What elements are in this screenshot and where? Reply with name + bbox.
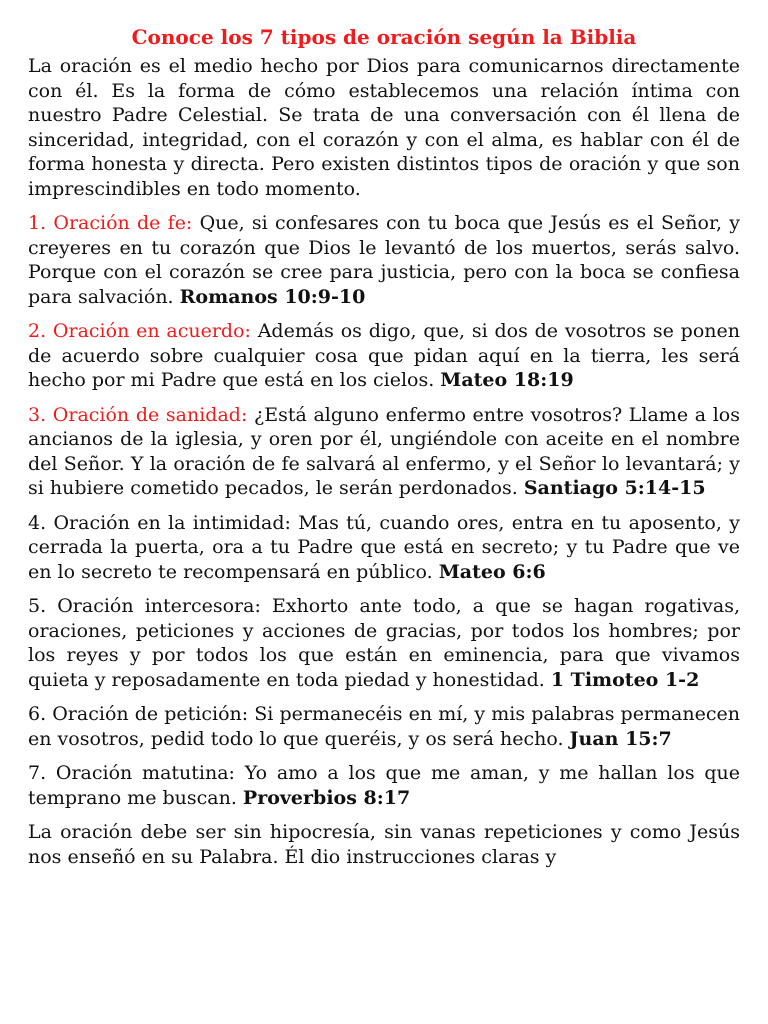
prayer-item-1 [28, 211, 740, 309]
prayer-label-3: 3. Oración de sanidad: [28, 403, 248, 426]
intro-paragraph: La oración es el medio hecho por Dios para comunicarnos directamente con él. Es la forma de cómo establecemos una relación íntima con nuestro Padre Celestial. Se trata de una conversación con él llena de sinceridad, integridad, con el corazón y con el alma, es hablar con él de forma honesta y directa. Pero existen distintos tipos de oración y que son imprescindibles en todo momento. [28, 55, 740, 200]
prayer-text-4: Mas tú, cuando ores, entra en tu aposento, y cerrada la puerta, ora a tu Padre que está en secreto; y tu Padre que ve en lo secreto te recompensará en público. [28, 511, 740, 583]
prayer-reference-6: Juan 15:7 [569, 727, 672, 750]
prayer-text-5: Exhorto ante todo, a que se hagan rogativas, oraciones, peticiones y acciones de gracias, por todos los hombres; por los reyes y por todos los que están en eminencia, para que vivamos quieta y reposadamente en toda piedad y honestidad. [28, 595, 740, 691]
prayer-item-2 [28, 319, 740, 393]
prayer-text-2: Además os digo, que, si dos de vosotros se ponen de acuerdo sobre cualquier cosa que pidan aquí en la tierra, les será hecho por mi Padre que está en los cielos. [28, 320, 740, 391]
prayer-item-7 [28, 761, 740, 810]
prayer-reference-4: Mateo 6:6 [438, 560, 546, 583]
prayer-item-5 [28, 594, 740, 692]
prayer-label-4: 4. Oración en la intimidad: [28, 511, 291, 534]
prayer-label-2: 2. Oración en acuerdo: [28, 320, 251, 342]
prayer-reference-2: Mateo 18:19 [440, 369, 574, 391]
prayer-item-4 [28, 511, 740, 585]
prayer-reference-5: 1 Timoteo 1-2 [550, 668, 700, 691]
prayer-text-6: Si permanecéis en mí, y mis palabras permanecen en vosotros, pedid todo lo que queréis, y os será hecho. [28, 703, 740, 750]
prayer-item-6 [28, 702, 740, 751]
prayer-label-1: 1. Oración de fe: [28, 212, 193, 234]
document-title: Conoce los 7 tipos de oración según la Biblia [131, 25, 637, 49]
prayer-label-5: 5. Oración intercesora: [28, 595, 261, 617]
prayer-label-6: 6. Oración de petición: [28, 703, 249, 725]
prayer-label-7: 7. Oración matutina: [28, 762, 235, 784]
prayer-text-7: Yo amo a los que me aman, y me hallan los que temprano me buscan. [28, 762, 740, 809]
closing-paragraph: La oración debe ser sin hipocresía, sin vanas repeticiones y como Jesús nos enseñó en su Palabra. Él dio instrucciones claras y [28, 821, 740, 868]
prayer-reference-7: Proverbios 8:17 [242, 786, 411, 809]
prayer-item-3 [28, 403, 740, 501]
prayer-reference-1: Romanos 10:9-10 [179, 285, 366, 308]
prayer-text-1: Que, si confesares con tu boca que Jesús es el Señor, y creyeres en tu corazón que Dios le levantó de los muertos, serás salvo. Porque con el corazón se cree para justicia, pero con la boca se confiesa para salvación. [28, 212, 741, 308]
prayer-text-3: ¿Está alguno enfermo entre vosotros? Llame a los ancianos de la iglesia, y oren por él, ungiéndole con aceite en el nombre del Señor. Y la oración de fe salvará al enfermo, y el Señor lo levantará; y si hubiere cometido pecados, le serán perdonados. [28, 403, 740, 499]
prayer-reference-3: Santiago 5:14-15 [523, 477, 706, 499]
